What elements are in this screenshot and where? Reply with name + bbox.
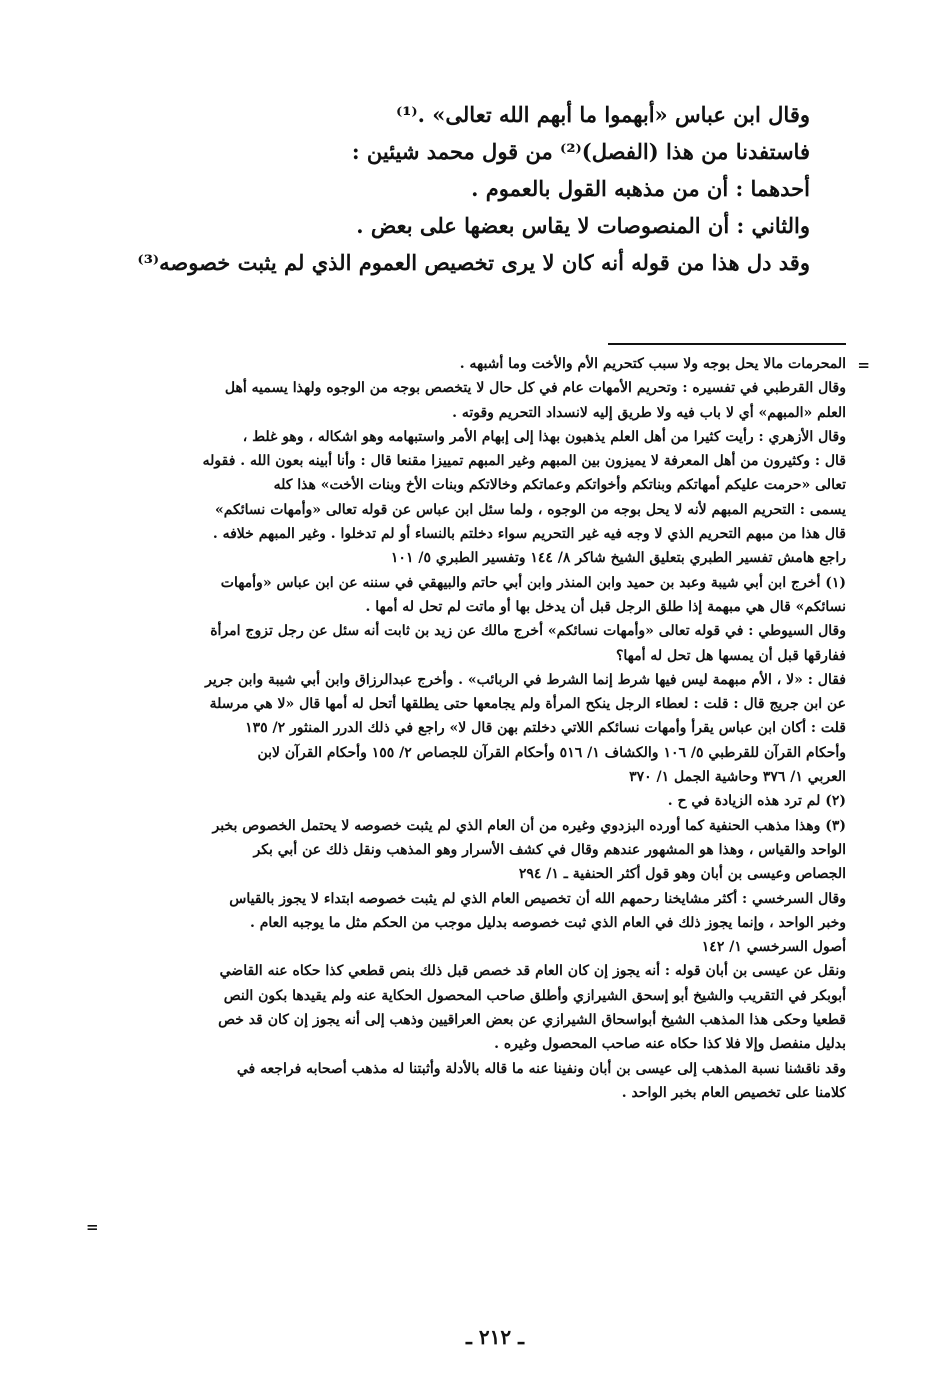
- footnote-divider: [608, 343, 846, 345]
- footnote-line: الواحد والقياس ، وهذا هو المشهور عندهم وقال في كشف الأسرار وهو المذهب ونقل ذلك عن أبي بكر: [253, 841, 846, 858]
- footnote-line: نسائكم» قال هي مبهمة إذا طلق الرجل قبل أن يدخل بها أو ماتت لم تحل له أمها .: [365, 598, 846, 615]
- footnote-line: فقال : «لا ، الأم مبهمة ليس فيها شرط إنما الشرط في الربائب» . وأخرج عبدالرزاق وابن أبي شيبة وابن جرير: [205, 671, 846, 688]
- footnote-line: ونقل عن عيسى بن أبان قوله : أنه يجوز إن كان العام قد خصص قبل ذلك بنص قطعي كذا حكاه عنه القاضي: [219, 963, 846, 980]
- footnote-line: العلم «المبهم» أي لا باب فيه ولا طريق إليه لانسداد التحريم وقوته .: [452, 404, 846, 421]
- main-line: فاستفدنا من هذا (الفصل)⁽²⁾ من قول محمد شيئين :: [351, 139, 810, 164]
- continuation-mark-top: =: [857, 356, 870, 374]
- footnote-line: وقال القرطبي في تفسيره : وتحريم الأمهات عام في كل حال لا يتخصص بوجه من الوجوه ولهذا يسميه أهل: [224, 380, 846, 397]
- footnote-line: قال هذا من مبهم التحريم الذي لا وجه فيه غير التحريم سواء دخلتم بالنساء أو لم تدخلوا . وغير المبهم خلافه .: [212, 526, 846, 543]
- footnote-line: أصول السرخسي ١/ ١٤٢: [701, 939, 846, 956]
- page-number: ـ ٢١٢ ـ: [466, 1325, 524, 1349]
- footnote-line: وقال السرخسي : أكثر مشايخنا رحمهم الله أن تخصيص العام الذي لم يثبت خصوصه ابتداء لا يجوز بالقياس: [229, 890, 846, 907]
- footnote-line: كلامنا على تخصيص العام بخبر الواحد .: [621, 1084, 846, 1101]
- footnote-line: المحرمات مالا يحل بوجه ولا سبب كتحريم الأم والأخت وما أشبهه .: [459, 356, 846, 372]
- footnote-line: أبوبكر في التقريب والشيخ أبو إسحق الشيرازي وأطلق صاحب المحصول الحكاية عنه ولم يقيدها بكون النص: [223, 987, 846, 1004]
- footnote-line: عن ابن جريج قال : قلت : لعطاء الرجل ينكح المرأة ولم يجامعها حتى يطلقها أتحل له أمها قال «لا هي مرسلة: [209, 696, 846, 713]
- footnote-line: بدليل منفصل وإلا فلا كذا حكاه عنه صاحب المحصول وغيره .: [494, 1036, 846, 1053]
- footnote-line: قلت : أكان ابن عباس يقرأ وأمهات نسائكم اللاتي دخلتم بهن قال لا» راجع في ذلك الدرر المنثور ٢/ ١٣٥: [245, 720, 846, 737]
- footnote-line: راجع هامش تفسير الطبري بتعليق الشيخ شاكر ٨/ ١٤٤ وتفسير الطبري ٥/ ١٠١: [390, 550, 846, 567]
- main-text: [110, 96, 810, 281]
- footnote-line: (١) أخرج ابن أبي شيبة وعبد بن حميد وابن المنذر وابن أبي حاتم والبيهقي في سننه عن ابن عباس «وأمهات: [220, 574, 846, 591]
- footnote-line: وخبر الواحد ، وإنما يجوز ذلك في العام الذي ثبت خصوصه بدليل موجب من الحكم مثل ما يوجبه العام .: [249, 914, 846, 931]
- footnote-line: ففارقها قبل أن يمسها هل تحل له أمها؟: [615, 647, 846, 664]
- footnote-line: قطعيا وحكى هذا المذهب الشيخ أبواسحاق الشيرازي عن بعض العراقيين وذهب إلى أنه يجوز إن كان قد خص: [218, 1012, 846, 1029]
- main-line: والثاني : أن المنصوصات لا يقاس بعضها على بعض .: [356, 213, 810, 238]
- footnote-line: قال : وكثيرون من أهل المعرفة لا يميزون بين المبهم وغير المبهم تمييزا مقنعا قال : وأنا أبينه بعون الله . فقوله: [202, 453, 846, 470]
- footnotes: [110, 352, 846, 1105]
- footnote-line: وقال الأزهري : رأيت كثيرا من أهل العلم يذهبون بهذا إلى إبهام الأمر واستبهامه وهو اشكاله ، وهو غلط ،: [242, 428, 846, 445]
- continuation-mark-bottom: =: [86, 1218, 99, 1236]
- footnote-line: وقد ناقشنا نسبة المذهب إلى عيسى بن أبان ونفينا عنه ما قاله بالأدلة وأثبتنا له مذهب أصحابه فراجعه في: [236, 1060, 846, 1077]
- footnote-line: (٣) وهذا مذهب الحنفية كما أورده البزدوي وغيره من أن العام الذي لم يثبت خصوصه لا يحتمل الخصوص بخبر: [212, 817, 846, 834]
- footnote-line: يسمى : التحريم المبهم لأنه لا يحل بوجه من الوجوه ، ولما سئل ابن عباس عن قوله تعالى «وأمهات نسائكم»: [214, 501, 846, 518]
- footnote-line: تعالى «حرمت عليكم أمهاتكم وبناتكم وأخواتكم وعماتكم وخالاتكم وبنات الأخ وبنات الأخت» هذا كله: [273, 477, 846, 494]
- footnote-line: العربي ١/ ٣٧٦ وحاشية الجمل ١/ ٣٧٠: [629, 769, 846, 786]
- footnote-line: (٢) لم ترد هذه الزيادة في ح .: [667, 793, 846, 810]
- footnote-line: وأحكام القرآن للقرطبي ٥/ ١٠٦ والكشاف ١/ ٥١٦ وأحكام القرآن للجصاص ٢/ ١٥٥ وأحكام القرآن لابن: [257, 744, 846, 761]
- main-line: وقال ابن عباس «أبهموا ما أبهم الله تعالى» .⁽¹⁾: [395, 102, 810, 127]
- footnote-line: الجصاص وعيسى بن أبان وهو قول أكثر الحنفية ـ ١/ ٢٩٤: [518, 866, 846, 883]
- main-line: أحدهما : أن من مذهبه القول بالعموم .: [471, 176, 810, 201]
- main-line: وقد دل هذا من قوله أنه كان لا يرى تخصيص العموم الذي لم يثبت خصوصه⁽³⁾: [137, 250, 810, 275]
- footnote-line: وقال السيوطي : في قوله تعالى «وأمهات نسائكم» أخرج مالك عن زيد بن ثابت أنه سئل عن رجل تزوج امرأة: [210, 623, 846, 640]
